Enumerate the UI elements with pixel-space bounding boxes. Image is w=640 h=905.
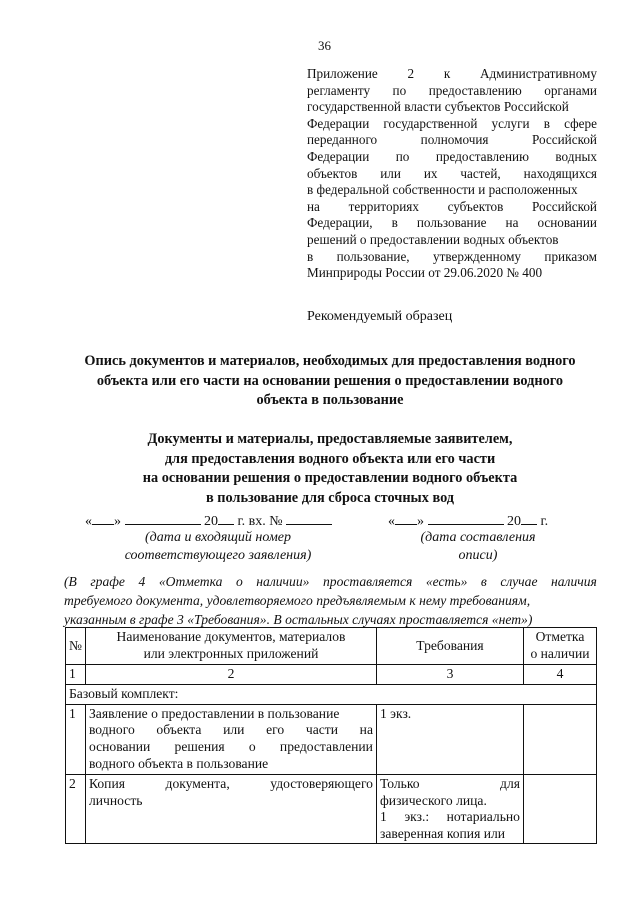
word: Заявление о предоставлении в пользование	[88, 705, 340, 721]
word: или	[380, 165, 401, 181]
title-line: объекта в пользование	[256, 392, 404, 408]
column-number: 2	[85, 665, 376, 685]
cell-line	[380, 776, 520, 793]
appendix-line	[307, 182, 597, 199]
word: Российской	[531, 132, 597, 148]
header-line: или электронных приложений	[143, 646, 319, 661]
word: объекта	[156, 722, 202, 738]
caption-line: описи)	[458, 548, 498, 563]
word: органами	[544, 82, 597, 98]
cell-line: 1 экз.	[379, 705, 412, 721]
word: в	[307, 248, 314, 264]
word: Только	[379, 775, 420, 791]
word: документа,	[165, 775, 230, 791]
mark-cell	[523, 704, 596, 774]
word: сфере	[564, 115, 597, 131]
word: графе	[90, 574, 125, 589]
word: 1	[379, 809, 387, 825]
section-row	[66, 684, 597, 704]
word: «Отметка	[158, 574, 223, 589]
word: субъектов	[447, 198, 504, 214]
word: личность	[88, 792, 143, 808]
word: водных	[555, 148, 597, 164]
appendix-line	[307, 215, 597, 232]
appendix-line	[307, 166, 597, 183]
header-name	[85, 628, 376, 665]
documents-subtitle	[80, 430, 580, 508]
month-blank	[428, 510, 504, 525]
year-suffix: г.	[540, 514, 549, 529]
word: экз.:	[404, 809, 430, 825]
word: в	[391, 215, 398, 231]
caption-incoming	[107, 529, 329, 565]
word: «есть»	[425, 574, 468, 589]
close-quote: »	[114, 514, 121, 529]
header-num: №	[66, 628, 86, 665]
instruction-note	[64, 572, 597, 630]
word: заверенная копия или	[379, 826, 506, 842]
word: на	[505, 215, 519, 231]
header-line: Наименование документов, материалов	[116, 629, 346, 645]
table-row	[66, 704, 597, 774]
word: их	[423, 165, 438, 181]
word: Копия	[88, 775, 125, 791]
year-blank	[218, 510, 234, 525]
header-line: Отметка	[535, 629, 585, 645]
row-number: 1	[66, 704, 86, 774]
word: частей,	[460, 165, 501, 181]
caption-inventory	[403, 529, 553, 565]
note-line	[64, 591, 597, 610]
appendix-line	[307, 232, 597, 249]
word: полномочия	[420, 132, 489, 148]
word: требуемого документа, удовлетворяемого предъявляемым к нему требованиям,	[64, 593, 531, 609]
open-quote: «	[388, 514, 395, 529]
column-number: 1	[66, 665, 86, 685]
year-prefix: 20	[204, 514, 218, 529]
header-line: о наличии	[530, 646, 590, 661]
word: утвержденному	[432, 248, 522, 264]
word: предоставлению	[428, 82, 522, 98]
word: по	[395, 148, 410, 164]
row-number: 2	[66, 774, 86, 843]
word: наличия	[551, 574, 597, 589]
word: территориях	[348, 198, 419, 214]
word: услуги	[491, 115, 530, 131]
cell-line	[89, 722, 373, 739]
documents-table	[65, 627, 597, 844]
word: 4	[138, 574, 146, 589]
recommended-sample-label: Рекомендуемый образец	[307, 309, 453, 324]
cell-line	[89, 739, 373, 756]
requirements-cell	[376, 774, 523, 843]
word: его	[266, 722, 285, 738]
month-blank	[125, 510, 201, 525]
word: приказом	[544, 248, 597, 264]
table-header-row	[66, 628, 597, 665]
column-number-row	[66, 665, 597, 685]
appendix-line	[307, 66, 597, 83]
day-blank	[395, 510, 417, 525]
year-blank	[521, 510, 537, 525]
cell-line	[380, 793, 520, 810]
word: государственной власти субъектов Российской	[307, 99, 569, 115]
appendix-line	[307, 99, 597, 116]
word: на	[359, 722, 373, 738]
header-mark	[523, 628, 596, 665]
word: 2	[407, 66, 415, 81]
word: Приложение	[307, 66, 378, 81]
title-line: Опись документов и материалов, необходимых для предоставления водного	[84, 353, 576, 369]
cell-line	[89, 706, 373, 723]
column-number: 3	[376, 665, 523, 685]
cell-line	[380, 809, 520, 826]
word: регламенту	[307, 82, 371, 98]
word: водного	[88, 722, 135, 738]
caption-line: (дата и входящий номер	[144, 530, 291, 545]
mark-cell	[523, 774, 596, 843]
word: государственной	[383, 115, 478, 131]
word: Федерации	[307, 115, 370, 131]
appendix-reference	[307, 66, 597, 282]
document-name-cell	[85, 704, 376, 774]
inventory-date-line	[388, 510, 548, 530]
word: Российской	[532, 198, 597, 214]
note-line	[64, 572, 597, 591]
word: к	[443, 66, 451, 81]
word: пользование,	[336, 248, 410, 264]
column-number: 4	[523, 665, 596, 685]
word: Минприроды России от 29.06.2020 № 400	[307, 265, 543, 281]
appendix-line	[307, 265, 597, 282]
table-row	[66, 774, 597, 843]
word: Федерации,	[307, 215, 373, 231]
subtitle-line: на основании решения о предоставлении водного объекта	[142, 470, 518, 486]
subtitle-line: для предоставления водного объекта или его части	[164, 450, 496, 467]
cell-line	[89, 793, 373, 810]
incoming-number-blank	[286, 510, 332, 525]
open-quote: «	[85, 514, 92, 529]
subtitle-line: в пользование для сброса сточных вод	[205, 489, 455, 506]
cell-line	[89, 756, 373, 773]
appendix-line	[307, 249, 597, 266]
cell-line	[89, 776, 373, 793]
requirements-cell	[376, 704, 523, 774]
close-quote: »	[417, 514, 424, 529]
word: в федеральной собственности и расположенных	[307, 182, 578, 198]
word: указанным в графе 3 «Требования». В остальных случаях проставляется «нет»)	[64, 612, 533, 628]
word: находящихся	[523, 165, 597, 181]
word: переданного	[307, 132, 378, 148]
document-name-cell	[85, 774, 376, 843]
appendix-line	[307, 83, 597, 100]
caption-line: (дата составления	[420, 530, 536, 545]
section-label: Базовый комплект:	[66, 684, 597, 704]
word: предоставлению	[435, 148, 529, 164]
word: физического лица.	[379, 792, 487, 808]
word: проставляется	[322, 574, 413, 589]
word: по	[392, 82, 407, 98]
caption-line: соответствующего заявления)	[124, 548, 312, 563]
word: решений о предоставлении водных объектов	[307, 231, 559, 247]
page-number: 36	[318, 38, 331, 53]
word: пользование	[416, 215, 487, 231]
word: водного объекта в пользование	[88, 755, 269, 771]
word: на	[307, 198, 320, 214]
incoming-number-label: г. вх. №	[237, 514, 283, 529]
word: предоставлении	[279, 739, 373, 755]
word: части	[305, 722, 338, 738]
appendix-line	[307, 116, 597, 133]
word: основании	[537, 215, 597, 231]
word: в	[480, 574, 487, 589]
header-requirements: Требования	[376, 628, 523, 665]
appendix-line	[307, 132, 597, 149]
word: нотариально	[446, 809, 520, 825]
word: основании	[88, 739, 151, 755]
appendix-line	[307, 149, 597, 166]
word: (В	[64, 574, 77, 589]
subtitle-line: Документы и материалы, предоставляемые заявителем,	[147, 431, 513, 447]
word: Административному	[479, 66, 597, 81]
day-blank	[92, 510, 114, 525]
word: или	[223, 722, 245, 738]
year-prefix: 20	[507, 514, 521, 529]
word: в	[543, 115, 550, 131]
requirements-text	[380, 776, 520, 842]
word: о	[235, 574, 243, 589]
word: решения	[174, 739, 225, 755]
word: Федерации	[307, 148, 370, 164]
appendix-line	[307, 199, 597, 216]
word: о	[248, 739, 256, 755]
word: удостоверяющего	[270, 775, 373, 791]
title-line: объекта или его части на основании решения о предоставлении водного	[96, 372, 564, 389]
incoming-date-line	[85, 510, 332, 530]
cell-line	[380, 826, 520, 842]
inventory-title	[50, 352, 610, 411]
word: случае	[500, 574, 538, 589]
word: для	[500, 775, 520, 791]
word: наличии»	[256, 574, 310, 589]
word: объектов	[307, 165, 358, 181]
